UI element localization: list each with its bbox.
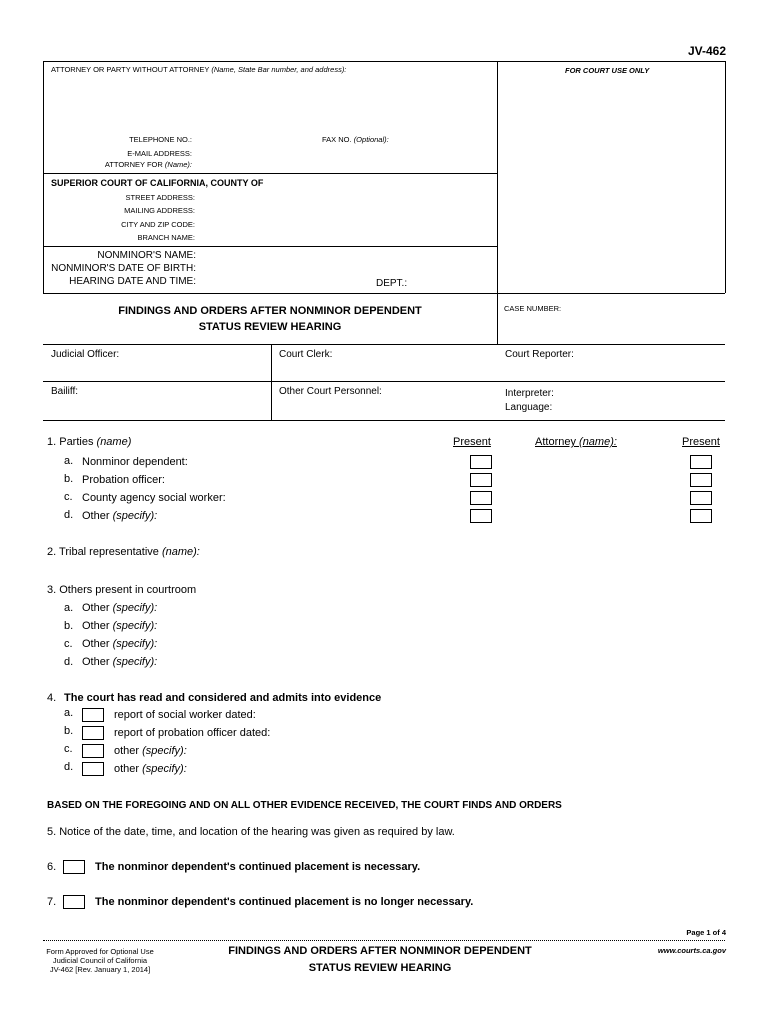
nonminor-dependent-label: Nonminor dependent: [82,456,188,468]
notice-finding: 5. Notice of the date, time, and location of the hearing was given as required by law. [47,826,455,838]
interpreter-field[interactable] [560,386,720,399]
form-title-line2: STATUS REVIEW HEARING [198,321,342,333]
attorney-field[interactable] [52,78,492,128]
evidence-number: 4. [47,692,57,704]
other-personnel-label: Other Court Personnel: [279,386,382,397]
item7-number: 7. [47,896,57,908]
court-reporter-field[interactable] [502,360,720,378]
parties-title: 1. Parties (name) [47,436,132,448]
present-header: Present [453,436,491,448]
county-field[interactable] [290,176,492,188]
court-name-label: SUPERIOR COURT OF CALIFORNIA, COUNTY OF [51,178,264,188]
probation-officer-label: Probation officer: [82,474,165,486]
others-item-letter: c. [64,638,73,650]
evidence-item-letter: b. [64,725,74,737]
social-worker-attorney-present-checkbox[interactable] [690,491,712,505]
nonminor-dob-field[interactable] [200,262,492,275]
judicial-officer-field[interactable] [48,360,266,378]
evidence-item-letter: c. [64,743,73,755]
evidence-item-letter: a. [64,707,74,719]
tribal-representative-field[interactable] [215,544,715,558]
placement-necessary-label: The nonminor dependent's continued placement is necessary. [95,861,421,873]
branch-label: BRANCH NAME: [137,233,195,242]
email-field[interactable] [196,146,492,158]
others-item-letter: d. [64,656,74,668]
case-number-label: CASE NUMBER: [504,304,562,313]
attorney-present-header: Present [682,436,720,448]
dept-field[interactable] [410,277,492,290]
evidence-item-letter: d. [64,761,74,773]
dept-label: DEPT.: [376,278,408,289]
footer-title-line1: FINDINGS AND ORDERS AFTER NONMINOR DEPENDENT [228,945,532,957]
others-item-label: Other (specify): [82,602,158,614]
item6-number: 6. [47,861,57,873]
others-item-label: Other (specify): [82,656,158,668]
social-worker-report-checkbox[interactable] [82,708,104,722]
page-number: Page 1 of 4 [686,928,726,937]
bailiff-label: Bailiff: [51,386,79,397]
hearing-field[interactable] [200,275,370,288]
other-attorney-present-checkbox[interactable] [690,509,712,523]
city-field[interactable] [198,218,492,230]
probation-report-checkbox[interactable] [82,726,104,740]
placement-not-necessary-label: The nonminor dependent's continued placement is no longer necessary. [95,896,474,908]
placement-not-necessary-checkbox[interactable] [63,895,85,909]
case-number-field[interactable] [504,316,720,340]
parties-item-letter: d. [64,509,74,521]
social-worker-report-label: report of social worker dated: [114,709,256,721]
parties-item-letter: c. [64,491,73,503]
court-use-field[interactable] [502,78,720,288]
judicial-officer-label: Judicial Officer: [51,349,120,360]
telephone-label: TELEPHONE NO.: [129,135,192,144]
attorney-label: ATTORNEY OR PARTY WITHOUT ATTORNEY (Name, State Bar number, and address): [51,65,347,74]
other-evidence-c-checkbox[interactable] [82,744,104,758]
evidence-title: The court has read and considered and admits into evidence [64,692,382,704]
footer-rule [43,940,725,941]
courts-website-link[interactable]: www.courts.ca.gov [657,946,726,955]
court-clerk-field[interactable] [276,360,492,378]
nonminor-name-field[interactable] [200,249,492,262]
email-label: E-MAIL ADDRESS: [127,149,192,158]
parties-item-letter: b. [64,473,74,485]
footer-revision: JV-462 [Rev. January 1, 2014] [49,965,151,974]
other-evidence-c-label: other (specify): [114,745,187,757]
placement-necessary-checkbox[interactable] [63,860,85,874]
footer-title-line2: STATUS REVIEW HEARING [308,962,452,974]
street-label: STREET ADDRESS: [125,193,195,202]
others-item-letter: b. [64,620,74,632]
social-worker-present-checkbox[interactable] [470,491,492,505]
nonminor-present-checkbox[interactable] [470,455,492,469]
others-item-label: Other (specify): [82,638,158,650]
bailiff-field[interactable] [48,398,266,416]
branch-field[interactable] [198,231,492,243]
other-party-label: Other (specify): [82,510,158,522]
probation-attorney-present-checkbox[interactable] [690,473,712,487]
tribal-representative-label: 2. Tribal representative (name): [47,546,200,558]
probation-present-checkbox[interactable] [470,473,492,487]
attorney-for-label: ATTORNEY FOR (Name): [104,160,192,169]
interpreter-label: Interpreter: [505,388,554,399]
nonminor-attorney-present-checkbox[interactable] [690,455,712,469]
court-use-label: FOR COURT USE ONLY [565,66,650,75]
other-personnel-field[interactable] [276,398,492,416]
telephone-field[interactable] [196,132,306,144]
hearing-label: HEARING DATE AND TIME: [69,276,196,287]
footer-approved: Form Approved for Optional Use [46,947,154,956]
form-id: JV-462 [687,44,726,58]
other-evidence-d-checkbox[interactable] [82,762,104,776]
probation-report-label: report of probation officer dated: [114,727,271,739]
parties-item-letter: a. [64,455,74,467]
other-evidence-d-label: other (specify): [114,763,187,775]
court-reporter-label: Court Reporter: [505,349,574,360]
attorney-header: Attorney (name): [535,436,617,448]
nonminor-dob-label: NONMINOR'S DATE OF BIRTH: [51,263,196,274]
other-present-checkbox[interactable] [470,509,492,523]
street-field[interactable] [198,191,492,203]
social-worker-label: County agency social worker: [82,492,226,504]
language-label: Language: [505,402,553,413]
others-item-letter: a. [64,602,74,614]
nonminor-name-label: NONMINOR'S NAME: [97,250,196,261]
others-item-label: Other (specify): [82,620,158,632]
others-present-title: 3. Others present in courtroom [47,584,197,596]
footer-council: Judicial Council of California [52,956,148,965]
findings-heading: BASED ON THE FOREGOING AND ON ALL OTHER EVIDENCE RECEIVED, THE COURT FINDS AND ORDERS [47,800,562,811]
city-label: CITY AND ZIP CODE: [121,220,195,229]
language-field[interactable] [560,400,720,413]
attorney-for-field[interactable] [196,158,492,170]
mailing-label: MAILING ADDRESS: [124,206,195,215]
form-title-line1: FINDINGS AND ORDERS AFTER NONMINOR DEPENDENT [118,305,422,317]
fax-label: FAX NO. (Optional): [322,135,389,144]
mailing-field[interactable] [198,204,492,216]
fax-field[interactable] [395,132,493,144]
court-clerk-label: Court Clerk: [279,349,333,360]
